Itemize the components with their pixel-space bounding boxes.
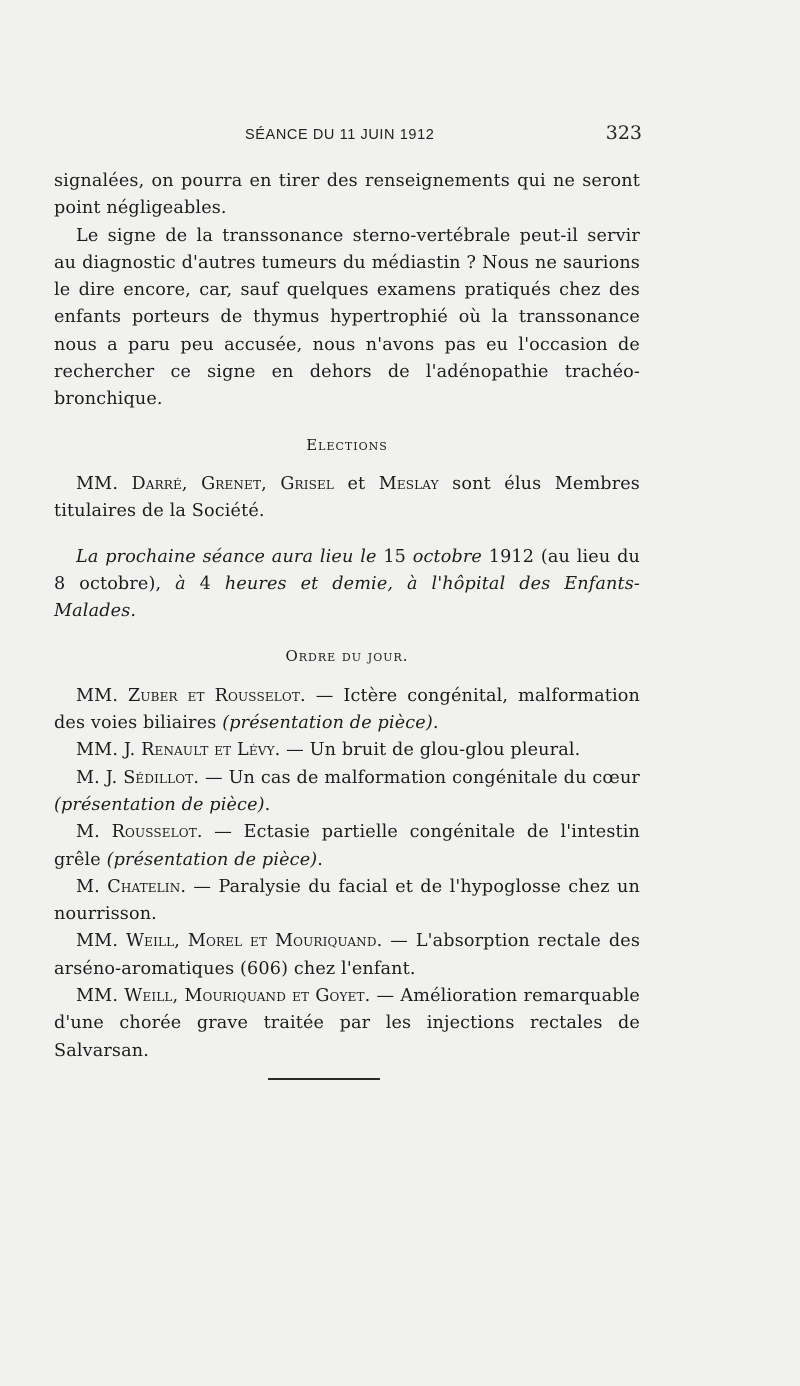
- agenda-end: .: [264, 794, 271, 815]
- running-head: SÉANCE DU 11 JUIN 1912: [245, 127, 435, 143]
- next-session-day: 15: [383, 546, 406, 567]
- elections-prefix: MM.: [76, 473, 119, 494]
- elections-rest: sont élus Membres titulaires de la Société.: [54, 473, 640, 522]
- page-number: 323: [605, 122, 642, 144]
- page: [54, 118, 640, 1065]
- agenda-title: — Paralysie du facial et de l'hypoglosse chez un nourrisson.: [54, 876, 640, 925]
- end-rule: [268, 1078, 380, 1080]
- paragraph-transsonance: Le signe de la transsonance sterno-vertébrale peut-il servir au diagnostic d'autres tumeurs du médiastin ? Nous ne saurions le dire encore, car, sauf quelques examens pratiqués chez des enfants porteurs de thymus hypertrophié où la transsonance nous a paru peu accusée, nous n'avons pas eu l'occasion de rechercher ce signe en dehors de l'adénopathie trachéo-bronchique.: [54, 225, 640, 410]
- page-header: [54, 118, 640, 148]
- agenda-prefix: M. J.: [76, 767, 118, 788]
- agenda-list: [54, 683, 640, 1065]
- agenda-note: (présentation de pièce): [222, 713, 433, 734]
- section-title-elections: Elections: [306, 435, 388, 454]
- agenda-prefix: MM. J.: [76, 740, 136, 761]
- agenda-title: — Ectasie partielle congénitale de l'intestin grêle: [54, 822, 640, 870]
- elections-and: et: [347, 473, 366, 494]
- agenda-authors: Renault et Lévy.: [141, 740, 281, 761]
- section-title-agenda: Ordre du jour.: [285, 647, 409, 666]
- next-session-text-g: heures et demie, à l'hôpital des Enfants-Malades.: [54, 573, 641, 622]
- agenda-end: .: [317, 849, 324, 870]
- agenda-item: [54, 983, 640, 1065]
- agenda-item: [54, 819, 640, 874]
- next-session-hour: 4: [199, 573, 211, 594]
- agenda-prefix: M.: [76, 822, 100, 843]
- agenda-title: — Un cas de malformation congénitale du cœur: [204, 767, 640, 788]
- paragraph-continuation: signalées, on pourra en tirer des renseignements qui ne seront point négligeables.: [54, 171, 640, 219]
- agenda-authors: Rousselot.: [111, 822, 203, 843]
- agenda-item: [54, 874, 640, 929]
- agenda-end: .: [432, 713, 439, 734]
- elections-last-name: Meslay: [378, 473, 439, 494]
- next-session-text-e: à: [175, 573, 186, 594]
- agenda-note: (présentation de pièce): [54, 794, 265, 815]
- next-session-text-a: La prochaine séance aura lieu le: [76, 546, 377, 567]
- agenda-note: (présentation de pièce): [106, 849, 318, 870]
- agenda-authors: Weill, Mouriquand et Goyet.: [124, 986, 371, 1007]
- agenda-title: — Ictère congénital, malformation des voies biliaires: [54, 685, 640, 734]
- agenda-title: — Un bruit de glou-glou pleural.: [286, 740, 581, 761]
- page-body: [54, 168, 640, 1065]
- agenda-item: [54, 765, 640, 820]
- elections-names: Darré, Grenet, Grisel: [131, 473, 334, 494]
- agenda-authors: Chatelin.: [107, 876, 187, 897]
- paragraph-next-session: [54, 544, 640, 626]
- agenda-item: [54, 683, 640, 738]
- agenda-authors: Sédillot.: [123, 767, 200, 788]
- agenda-item: [54, 928, 640, 983]
- agenda-prefix: M.: [76, 876, 100, 897]
- paragraph-elections: [54, 471, 640, 526]
- agenda-item: [54, 737, 640, 764]
- next-session-month: octobre: [412, 546, 482, 567]
- agenda-prefix: MM.: [76, 685, 119, 706]
- agenda-title: — Amélioration remarquable d'une chorée grave traitée par les injections rectales de Salvarsan.: [54, 986, 640, 1061]
- agenda-authors: Weill, Morel et Mouriquand.: [125, 931, 383, 952]
- agenda-title: — L'absorption rectale des arséno-aromatiques (606) chez l'enfant.: [54, 931, 641, 979]
- agenda-prefix: MM.: [76, 931, 119, 952]
- agenda-authors: Zuber et Rousselot.: [128, 685, 306, 706]
- agenda-prefix: MM.: [76, 986, 119, 1007]
- next-session-text-d: 1912 (au lieu du 8 octobre),: [54, 546, 640, 594]
